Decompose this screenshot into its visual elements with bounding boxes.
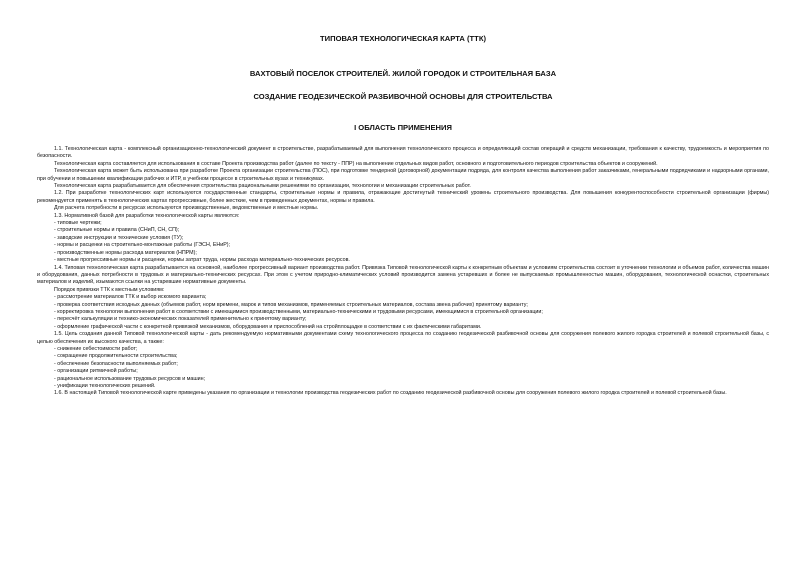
paragraph-1-3: 1.3. Нормативной базой для разработки технологической карты являются: xyxy=(54,212,240,219)
paragraph-1-2: 1.2. При разработке технологических карт используются государственные стандарты, строительные нормы и правила, отражающие достигнутый технический уровень строительного производства. Для повышения конкурентоспособности строительной организации (фирмы) рекомендуется применять в технологических картах прогрессивные, более жесткие, чем в приведенных документах, нормы и правила. xyxy=(37,190,769,204)
paragraph-1-1: 1.1. Технологическая карта - комплексный организационно-технологический документ в строительстве, разрабатываемый для выполнения технологического процесса и определяющий состав операций и средств механизации, требования к качеству, трудоемкость и мероприятия по безопасности. xyxy=(37,146,769,160)
list-item: - унификации технологических решений. xyxy=(54,383,156,389)
paragraph: Для расчета потребности в ресурсах используются производственные, ведомственные и местные нормы. xyxy=(54,205,319,212)
paragraph: Технологическая карта составляется для использования в составе Проекта производства работ (далее по тексту - ППР) на выполнение отдельных видов работ, основного и подготовительного периодов строительства объектов и сооружений. xyxy=(54,160,658,167)
list-item: - организации ритмичной работы; xyxy=(54,368,138,375)
list-item: - сокращение продолжительности строительства; xyxy=(54,353,178,360)
paragraph-1-5: 1.5. Цель создания данной Типовой технологической карты - дать рекомендуемую нормативными документами схему технологического процесса по созданию геодезической разбивочной основы для сооружения полевого жилого городка строителей и полевой строительной базы, с целью обеспечения их высокого качества, а также: xyxy=(37,331,769,345)
document-body xyxy=(37,146,769,398)
list-item: - оформление графической части с конкретной привязкой механизмов, оборудования и приспособлений на стройплощадке в соответствии с их фактическими габаритами. xyxy=(54,323,482,330)
document-subtitle-topic: СОЗДАНИЕ ГЕОДЕЗИЧЕСКОЙ РАЗБИВОЧНОЙ ОСНОВЫ ДЛЯ СТРОИТЕЛЬСТВА xyxy=(253,92,553,101)
list-item: - заводские инструкции и технические условия (ТУ); xyxy=(54,234,184,241)
paragraph: Порядок привязки ТТК к местным условиям: xyxy=(54,286,165,293)
list-item: - корректировка технологии выполнения работ в соответствии с имеющимися производственными, материально-техническими и трудовыми ресурсами, имеющимися в строительной организации; xyxy=(54,308,543,315)
list-item: - строительные нормы и правила (СНиП, СН, СП); xyxy=(54,227,180,234)
list-item: - производственные нормы расхода материалов (НПРМ); xyxy=(54,249,197,256)
paragraph-1-4: 1.4. Типовая технологическая карта разрабатывается на основной, наиболее прогрессивный вариант производства работ. Привязка Типовой технологической карты к конкретным объектам и условиям строительства состоит в уточнении технологии и объемов работ, количества машин и оборудования, данных потребности в трудовых и материально-технических ресурсах. При этом с учетом природно-климатических условий производится замена устаревших и более не выпускаемых промышленностью машин, оборудования, технологической оснастки, строительных материалов и изделий, изымаются ссылки на устаревшие нормативные документы. xyxy=(37,264,769,286)
paragraph-1-6: 1.6. В настоящей Типовой технологической карте приведены указания по организации и технологии производства геодезических работ по созданию геодезической разбивочной основы для сооружения полевого жилого городка строителей и полевой строительной базы. xyxy=(54,390,727,397)
list-item: - обеспечение безопасности выполняемых работ; xyxy=(54,360,178,367)
paragraph: Технологическая карта разрабатывается для обеспечения строительства рациональными решениями по организации, технологии и механизации строительных работ. xyxy=(54,183,471,190)
list-item: - рациональное использование трудовых ресурсов и машин; xyxy=(54,375,206,382)
paragraph: Технологическая карта может быть использована при разработке Проекта организации строительства (ПОС), при подготовке тендерной (договорной) документации подряда, для контроля качества выполнения работ заказчиками, генеральными подрядчиками и надзорными органами, при обучении и повышении квалификации рабочих и ИТР, в учебном процессе в строительных вузах и техникумах. xyxy=(37,168,769,182)
list-item: - рассмотрение материалов ТТК и выбор искомого варианта; xyxy=(54,294,207,301)
list-item: - типовые чертежи; xyxy=(54,220,102,227)
document-title: ТИПОВАЯ ТЕХНОЛОГИЧЕСКАЯ КАРТА (ТТК) xyxy=(320,34,486,43)
section-heading: I ОБЛАСТЬ ПРИМЕНЕНИЯ xyxy=(354,123,452,132)
list-item: - местные прогрессивные нормы и расценки, нормы затрат труда, нормы расхода материально-технических ресурсов. xyxy=(54,257,350,264)
list-item: - проверка соответствия исходных данных (объемов работ, норм времени, марок и типов механизмов, применяемых строительных материалов, состава звена рабочих) принятому варианту; xyxy=(54,301,528,308)
document-page xyxy=(37,34,769,398)
document-subtitle: ВАХТОВЫЙ ПОСЕЛОК СТРОИТЕЛЕЙ. ЖИЛОЙ ГОРОДОК И СТРОИТЕЛЬНАЯ БАЗА xyxy=(249,69,557,78)
list-item: - снижение себестоимости работ; xyxy=(54,345,138,352)
list-item: - нормы и расценки на строительно-монтажные работы (ГЭСН, ЕНиР); xyxy=(54,242,231,249)
list-item: - пересчёт калькуляции и технико-экономических показателей применительно к принятому варианту; xyxy=(54,316,307,323)
